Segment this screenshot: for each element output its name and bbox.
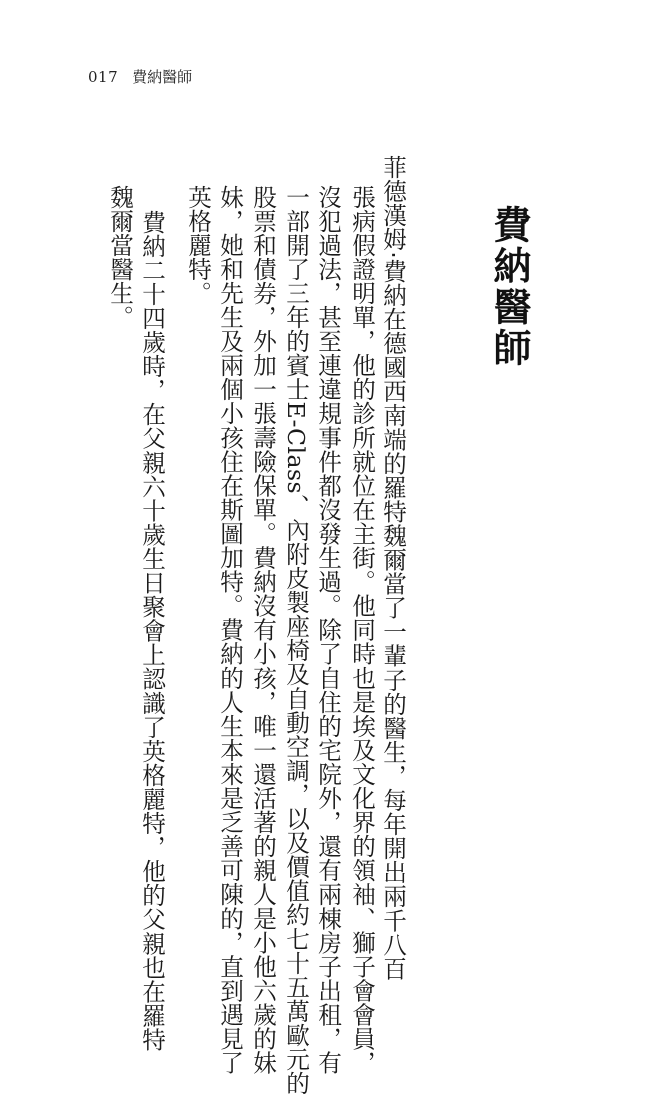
- text-column-8: 費納二十四歲時，在父親六十歲生日聚會上認識了英格麗特，他的父親也在羅特: [138, 210, 166, 1052]
- text-column-4: 一部開了三年的賓士E-Class、內附皮製座椅及自動空調，以及價值約七十五萬歐元的: [282, 185, 310, 1095]
- running-title: 費納醫師: [132, 68, 193, 86]
- text-column-9: 魏爾當醫生。: [106, 185, 134, 330]
- text-column-3: 沒犯過法，甚至連違規事件都沒發生過。除了自住的宅院外，還有兩棟房子出租，有: [314, 185, 342, 1075]
- text-column-7: 英格麗特。: [184, 185, 212, 306]
- page-number: 017: [88, 68, 119, 86]
- running-head: [88, 66, 192, 90]
- text-column-2: 張病假證明單，他的診所就位在主街。他同時也是埃及文化界的領袖、獅子會會員，: [348, 185, 376, 1075]
- text-column-1: 菲德漢姆‧費納在德國西南端的羅特魏爾當了一輩子的醫生，每年開出兩千八百: [379, 155, 407, 981]
- text-column-6: 妹，她和先生及兩個小孩住在斯圖加特。費納的人生本來是乏善可陳的，直到遇見了: [216, 185, 244, 1075]
- chapter-title: 費納醫師: [487, 205, 531, 369]
- text-column-5: 股票和債券，外加一張壽險保單。費納沒有小孩，唯一還活著的親人是小他六歲的妹: [249, 185, 277, 1075]
